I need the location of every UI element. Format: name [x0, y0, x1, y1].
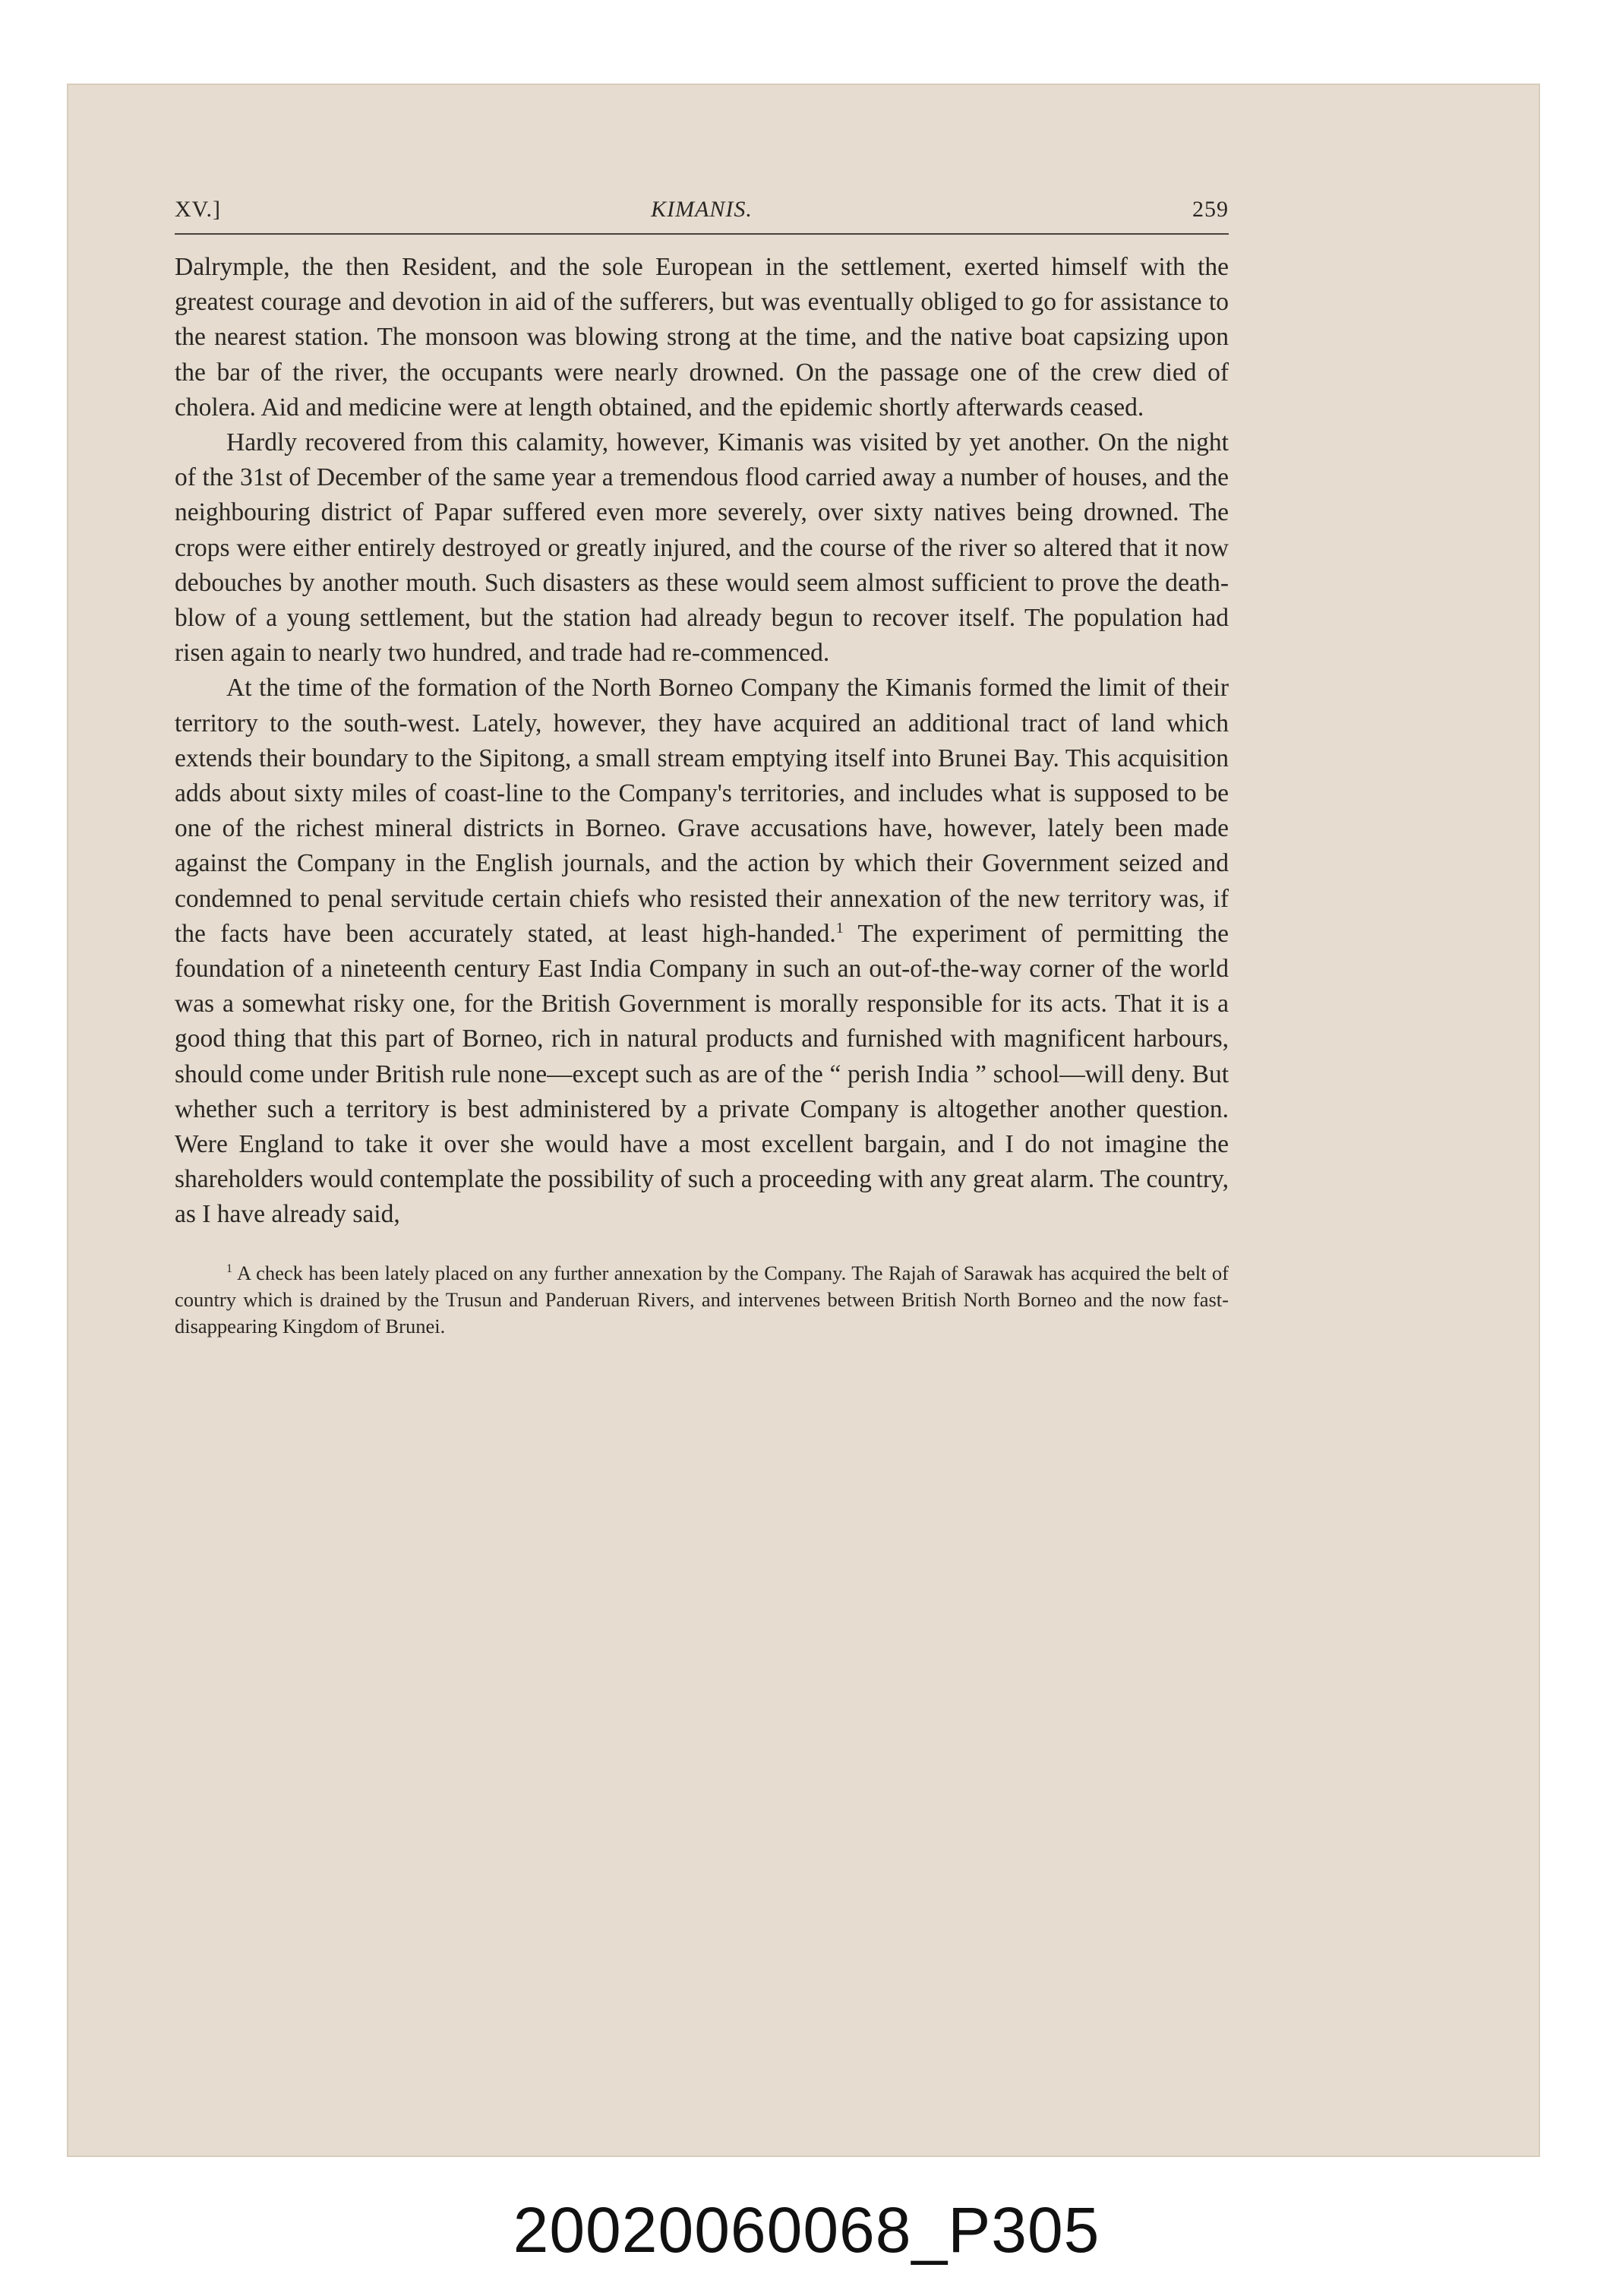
paragraph-3-part-1: At the time of the formation of the North Borneo Company the Kimanis formed the limit of their territory to the south-west. Lately, however, they have acquired an additional tract of land which extends their boundary to the Sipitong, a small stream emptying itself into Brunei Bay. This acquisition adds about sixty miles of coast-line to the Company's territories, and includes what is supposed to be one of the richest mineral districts in Borneo. Grave accusations have, however, lately been made against the Company in the English journals, and the action by which their Government seized and condemned to penal servitude certain chiefs who resisted their annexation of the new territory was, if the facts have been accurately stated, at least high-handed. [175, 674, 1229, 948]
footnote-reference: 1 [835, 919, 844, 936]
footnote [175, 1260, 1229, 1340]
paragraph-2: Hardly recovered from this calamity, however, Kimanis was visited by yet another. On the night of the 31st of December of the same year a tremendous flood carried away a number of houses, and the neighbouring district of Papar suffered even more severely, over sixty natives being drowned. The crops were either entirely destroyed or greatly injured, and the course of the river so altered that it now debouches by another mouth. Such disasters as these would seem almost sufficient to prove the death-blow of a young settlement, but the station had already begun to recover itself. The population had risen again to nearly two hundred, and trade had re-commenced. [175, 428, 1229, 668]
footnote-text: A check has been lately placed on any further annexation by the Company. The Rajah of Sarawak has acquired the belt of country which is drained by the Trusun and Panderuan Rivers, and intervenes between British North Borneo and the now fast-disappearing Kingdom of Brunei. [175, 1261, 1229, 1337]
footnote-mark: 1 [226, 1262, 232, 1275]
chapter-number: XV.] [175, 197, 221, 222]
running-head [175, 194, 1229, 235]
paragraph-3-part-2: The experiment of permitting the foundation of a nineteenth century East India Company in such an out-of-the-way corner of the world was a somewhat risky one, for the British Government is morally responsible for its acts. That it is a good thing that this part of Borneo, rich in natural products and furnished with magnificent harbours, should come under British rule none—except such as are of the “ perish India ” school—will deny. But whether such a territory is best administered by a private Company is altogether another question. Were England to take it over she would have a most excellent bargain, and I do not imagine the shareholders would contemplate the possibility of such a proceeding with any great alarm. The country, as I have already said, [175, 919, 1229, 1229]
paragraph-3 [175, 671, 1229, 1232]
page-content [175, 194, 1229, 1360]
running-title: KIMANIS. [651, 197, 753, 222]
page-number: 259 [1192, 197, 1229, 222]
paragraph-1: Dalrymple, the then Resident, and the sole European in the settlement, exerted himself with the greatest courage and devotion in aid of the sufferers, but was eventually obliged to go for assistance to the nearest station. The monsoon was blowing strong at the time, and the native boat capsizing upon the bar of the river, the occupants were nearly drowned. On the passage one of the crew died of cholera. Aid and medicine were at length obtained, and the epidemic shortly afterwards ceased. [175, 253, 1229, 422]
image-label: 20020060068_P305 [513, 2194, 1100, 2266]
